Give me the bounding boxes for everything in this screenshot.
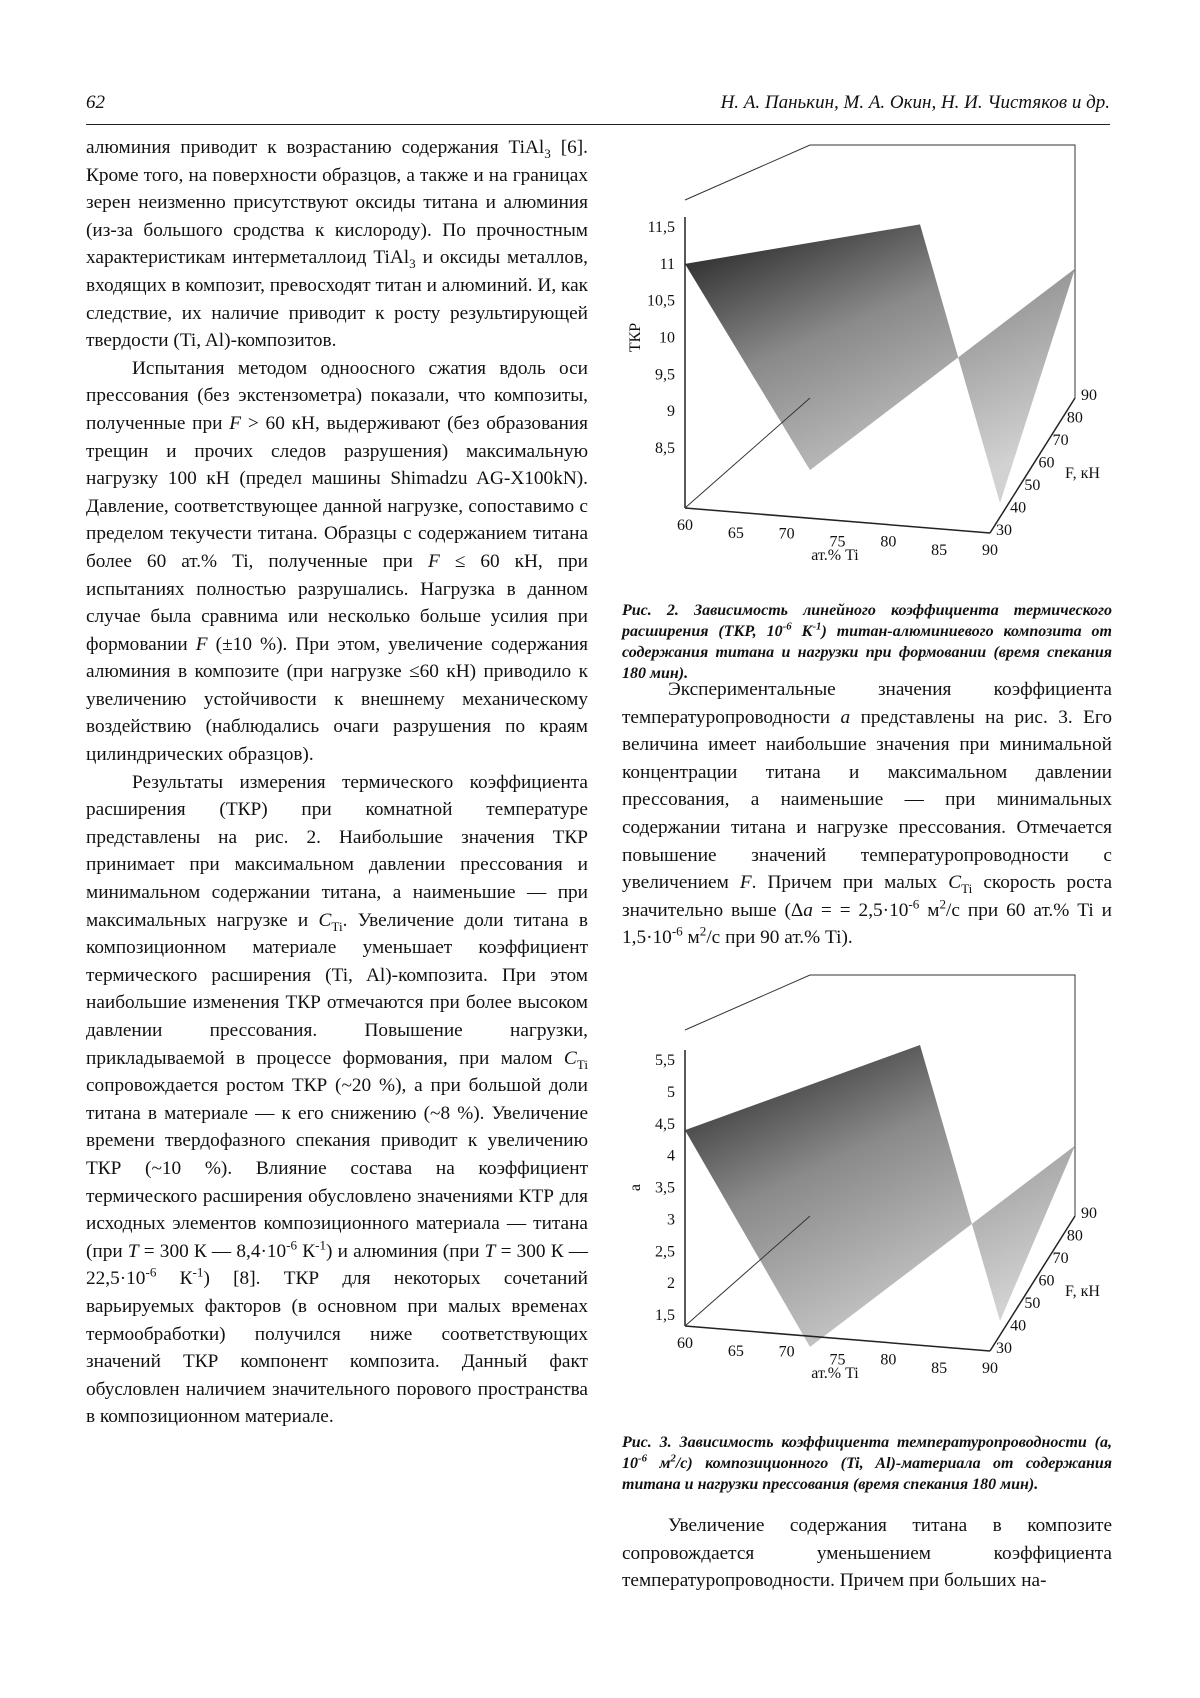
f-tick-label: 50 [1024, 1295, 1041, 1312]
text-run: 2 [670, 1452, 676, 1465]
right-paragraph-2 [622, 1512, 1112, 1595]
paragraph [622, 676, 1112, 952]
figure-3-surface-plot [600, 960, 1120, 1400]
text-run: сопровождается ростом ТКР (~20 %), а при большой доли титана в материале — к его снижению (~8 %). Увеличение времени твердофазного спекания приводит к увеличению ТКР (~10 %). Влияние состава на коэффициент термического расширения обусловлено значениями КТР для исходных элементов композиционного материала — титана (при [86, 1075, 588, 1262]
text-run: Ti [961, 881, 973, 897]
text-run: = 300 К — 8,4·10 [138, 1240, 287, 1262]
text-run: /с при 60 ат.% Ti и 1,5·10 [622, 899, 1112, 949]
text-run: C [948, 872, 962, 894]
text-run: алюминия приводит к возрастанию содержания TiAl [86, 137, 545, 158]
f-axis-label: F, кН [1065, 1283, 1100, 1300]
x-tick-label: 70 [778, 525, 795, 543]
text-run: -6 [286, 1237, 298, 1253]
text-run: -1 [812, 620, 822, 633]
text-run: = 300 К — 22,5·10 [86, 1240, 588, 1290]
x-axis-label: ат.% Ti [811, 1365, 859, 1382]
z-tick-label: 4,5 [655, 1115, 675, 1133]
text-run: a [840, 706, 851, 728]
text-run: a [803, 899, 813, 921]
text-run: . Причем при малых [751, 872, 949, 894]
text-run: скорость роста значительно выше (Δ [622, 872, 1113, 921]
text-run: C [563, 1047, 577, 1069]
x-tick-label: 90 [982, 542, 998, 559]
text-run: -6 [638, 1452, 648, 1465]
z-axis-label: ТКР [627, 322, 644, 353]
text-run: м [919, 899, 940, 921]
z-axis-label: a [627, 1183, 644, 1192]
text-run: 2 [699, 923, 707, 939]
text-run: [6]. Кроме того, на поверхности образцов, а также и на границах зерен неизменно присутствуют оксиды титана и алюминия (из-за большого сродства к кислороду). По прочностным характеристикам интерметаллоид TiAl [86, 137, 589, 269]
text-run: ≤ 60 кН, при испытаниях полностью разрушались. Нагрузка в данном случае была сравнима или несколько больше усилия при формовании [86, 550, 588, 655]
text-run: ) титан-алюминиевого композита от содержания титана и нагрузки при формовании (время спекания 180 мин). [622, 623, 1112, 682]
z-tick-label: 2,5 [655, 1243, 675, 1261]
text-run: Экспериментальные значения коэффициента температуропроводности [622, 679, 1112, 728]
text-run: м [647, 1455, 671, 1472]
x-tick-label: 90 [982, 1360, 998, 1377]
x-tick-label: 75 [829, 1351, 846, 1369]
floor-edge [685, 398, 810, 508]
text-run: F [195, 633, 208, 655]
paragraph [86, 355, 588, 769]
z-tick-label: 8,5 [655, 440, 675, 457]
z-tick-label: 11 [659, 255, 675, 273]
x-tick-label: 80 [880, 1351, 897, 1369]
text-run: /с) композиционного (Ti, Al)-материала от содержания титана и нагрузки прессования (время спекания 180 мин). [622, 1455, 1112, 1493]
f-tick-label: 60 [1038, 454, 1055, 472]
page-number: 62 [86, 92, 105, 113]
f-tick-label: 30 [996, 522, 1012, 539]
x-tick-label: 85 [931, 541, 948, 559]
z-tick-label: 10 [659, 329, 675, 347]
text-run: К [156, 1268, 193, 1290]
text-run: -6 [908, 896, 920, 912]
text-run: = = 2,5·10 [812, 899, 909, 921]
text-run: 2 [939, 896, 947, 912]
text-run: . Увеличение доли титана в композиционном материале уменьшает коэффициент термического расширения (Ti, Al)-композита. При этом наибольшие изменения ТКР отмечаются при более высоком давлении прессования. Повышение нагрузки, прикладываемой в процессе формования, при малом [86, 909, 589, 1069]
text-run: -6 [782, 620, 792, 633]
z-tick-label: 3,5 [655, 1179, 675, 1197]
text-run: К [791, 623, 813, 640]
f-tick-label: 40 [1010, 499, 1027, 517]
text-run: F [739, 872, 752, 894]
running-header-authors: Н. А. Панькин, М. А. Окин, Н. И. Чистяков и др. [720, 92, 1110, 113]
z-tick-label: 3 [667, 1211, 675, 1229]
z-tick-label: 11,5 [647, 219, 675, 236]
z-tick-label: 9,5 [655, 366, 675, 384]
paragraph [622, 1512, 1112, 1595]
x-axis-label: ат.% Ti [811, 547, 859, 564]
text-run: C [318, 909, 332, 931]
surface [685, 1045, 1075, 1347]
z-tick-label: 1,5 [655, 1307, 675, 1324]
header-rule [86, 124, 1110, 125]
f-axis-label: F, кН [1065, 465, 1100, 482]
text-run: F [229, 412, 242, 434]
x-tick-label: 70 [778, 1343, 795, 1361]
x-tick-label: 65 [727, 525, 744, 543]
z-tick-label: 5 [667, 1083, 675, 1101]
z-tick-label: 2 [667, 1275, 675, 1293]
text-run: Ti [576, 1056, 588, 1072]
x-tick-label: 80 [880, 533, 897, 551]
text-run: К [297, 1240, 316, 1262]
paragraph [86, 769, 588, 1431]
surface [685, 224, 1075, 503]
f-tick-label: 30 [996, 1340, 1012, 1357]
f-tick-label: 80 [1066, 409, 1083, 427]
text-run: F [428, 550, 440, 572]
z-tick-label: 4 [667, 1147, 675, 1165]
text-run: 3 [544, 145, 551, 161]
text-run: /с при 90 ат.% Ti). [706, 927, 853, 949]
text-run: -1 [192, 1264, 204, 1280]
text-run: Испытания методом одноосного сжатия вдоль оси прессования (без экстензометра) показали, что композиты, полученные при [86, 357, 588, 434]
f-tick-label: 70 [1052, 432, 1069, 449]
right-paragraph-1 [622, 676, 1112, 952]
text-run: и оксиды металлов, входящих в композит, превосходят титан и алюминий. И, как следствие, их наличие приводит к росту результирующей твердости (Ti, Al)-композитов. [86, 247, 588, 352]
text-run: ) [8]. ТКР для некоторых сочетаний варьируемых факторов (в основном при малых временах термообработки) получился ниже соответствующих значений ТКР компонент композита. Данный факт обусловлен наличием значительного порового пространства в композиционном материале. [86, 1268, 588, 1428]
text-run: Результаты измерения термического коэффициента расширения (ТКР) при комнатной температуре представлены на рис. 2. Наибольшие значения ТКР принимает при максимальном давлении прессования и минимальном содержании титана, а наименьшие — при максимальных нагрузке и [86, 771, 588, 931]
text-run: > 60 кН, выдерживают (без образования трещин и прочих следов разрушения) максимальную нагрузку 100 кН (предел машины Shimadzu AG-X100kN). Давление, соответствующее данной нагрузке, сопоставимо с пределом текучести титана. Образцы с содержанием титана более 60 ат.% Ti, полученные при [86, 412, 588, 572]
text-run: представлены на рис. 3. Его величина имеет наибольшие значения при минимальной концентрации титана и максимальном давлении прессования, а наименьшие — при минимальных содержании титана и нагрузке прессования. Отмечается повышение значений температуропроводности с увеличением [622, 706, 1112, 894]
x-tick-label: 85 [931, 1359, 948, 1377]
x-tick-label: 60 [677, 517, 693, 534]
paragraph [86, 134, 588, 355]
f-tick-label: 50 [1024, 477, 1041, 494]
text-run: (±10 %). При этом, увеличение содержания алюминия в композите (при нагрузке ≤60 кН) приводило к увеличению устойчивости к внешнему механическому воздействию (наблюдались очаги разрушения по краям цилиндрических образцов). [86, 633, 588, 766]
text-run: -1 [315, 1237, 327, 1253]
text-run: Рис. 2. Зависимость линейного коэффициента термического расширения (ТКР, 10 [622, 602, 1112, 640]
f-tick-label: 70 [1052, 1250, 1069, 1267]
text-run: м [682, 927, 700, 949]
text-run: Увеличение содержания титана в композите сопровождается уменьшением коэффициента температуропроводности. Причем при больших на- [622, 1515, 1112, 1592]
x-tick-label: 75 [829, 533, 846, 551]
f-tick-label: 80 [1066, 1227, 1083, 1245]
text-run: -6 [145, 1264, 157, 1280]
z-tick-label: 5,5 [655, 1052, 675, 1069]
z-tick-label: 10,5 [647, 292, 675, 310]
text-run: T [484, 1240, 496, 1262]
text-run: Рис. 3. Зависимость коэффициента температуропроводности (a, 10 [622, 1434, 1112, 1472]
text-run: Ti [331, 918, 343, 934]
f-tick-label: 60 [1038, 1272, 1055, 1290]
left-column-text [86, 134, 588, 1431]
text-run: 3 [409, 256, 416, 272]
f-tick-label: 90 [1081, 387, 1097, 404]
f-tick-label: 90 [1081, 1205, 1097, 1222]
x-tick-label: 65 [727, 1343, 744, 1361]
text-run: T [127, 1240, 139, 1262]
z-tick-label: 9 [667, 403, 675, 421]
figure-2-surface-plot [600, 130, 1120, 570]
figure-2-caption [622, 600, 1112, 684]
text-run: ) и алюминия (при [326, 1240, 485, 1262]
figure-3-caption [622, 1432, 1112, 1495]
text-run: -6 [671, 923, 683, 939]
f-tick-label: 40 [1010, 1317, 1027, 1335]
x-tick-label: 60 [677, 1335, 693, 1352]
